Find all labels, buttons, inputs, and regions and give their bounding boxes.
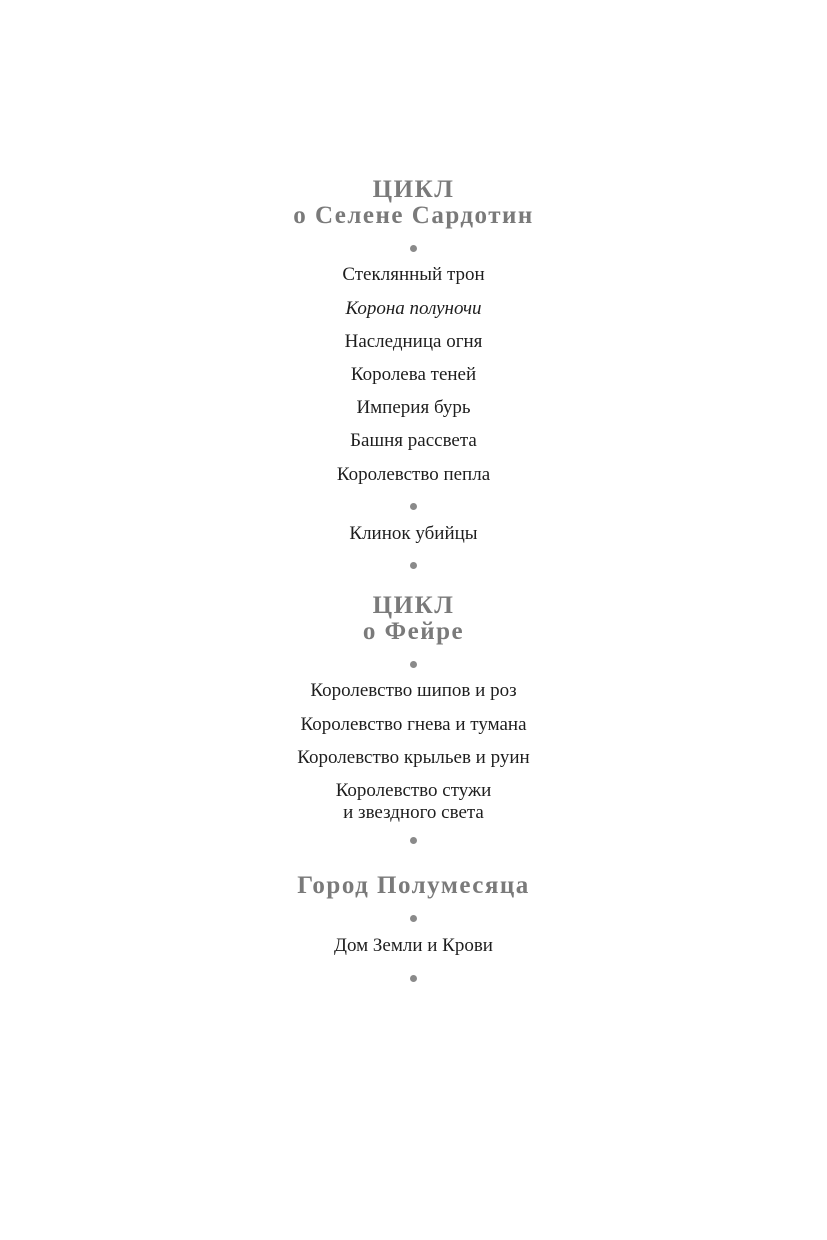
book-title: Клинок убийцы (349, 523, 478, 544)
book-title-continuation: и звездного света (343, 802, 484, 823)
separator-dot-icon (410, 661, 417, 668)
separator-dot-icon (410, 562, 417, 569)
book-title: Королевство пепла (336, 464, 491, 485)
book-title: Королевство гнева и тумана (300, 714, 527, 735)
section-heading-crescent-city: Город Полумесяца (297, 872, 530, 899)
book-title: Стеклянный трон (342, 264, 485, 285)
book-title: Королевство крыльев и руин (297, 747, 530, 768)
separator-dot-icon (410, 837, 417, 844)
section-heading-cycle-1: ЦИКЛ (372, 176, 455, 203)
book-title: Королевство шипов и роз (310, 680, 517, 701)
section-subheading-celaena: о Селене Сардотин (293, 202, 534, 229)
separator-dot-icon (410, 503, 417, 510)
book-title: Башня рассвета (350, 430, 477, 451)
book-title: Империя бурь (356, 397, 471, 418)
separator-dot-icon (410, 245, 417, 252)
separator-dot-icon (410, 915, 417, 922)
section-heading-cycle-2: ЦИКЛ (372, 592, 455, 619)
book-title: Корона полуночи (345, 298, 482, 319)
separator-dot-icon (410, 975, 417, 982)
book-title: Дом Земли и Крови (334, 935, 493, 956)
book-title: Королевство стужи (335, 780, 492, 801)
section-subheading-feyre: о Фейре (362, 618, 465, 645)
book-title: Наследница огня (344, 331, 483, 352)
book-title: Королева теней (350, 364, 477, 385)
